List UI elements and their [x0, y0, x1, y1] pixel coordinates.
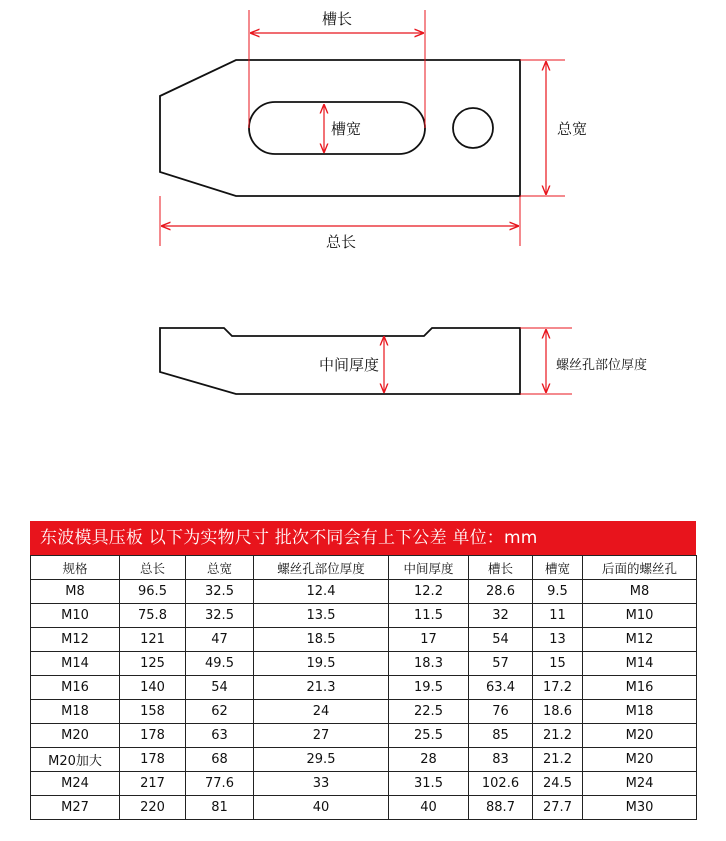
cell-total-width: 49.5 [186, 652, 254, 676]
table-row [31, 604, 697, 628]
cell-screw-hole-thickness: 24 [254, 700, 389, 724]
cell-spec: M18 [31, 700, 120, 724]
cell-slot-length: 85 [469, 724, 533, 748]
cell-screw-hole-thickness: 33 [254, 772, 389, 796]
cell-slot-length: 102.6 [469, 772, 533, 796]
cell-screw-hole-thickness: 18.5 [254, 628, 389, 652]
screw-hole-thickness-label: 螺丝孔部位厚度 [556, 358, 648, 373]
header-rear-screw-hole: 后面的螺丝孔 [583, 556, 697, 580]
cell-spec: M12 [31, 628, 120, 652]
cell-slot-width: 21.2 [533, 748, 583, 772]
cell-rear-screw-hole: M14 [583, 652, 697, 676]
total-length-dimension [160, 196, 520, 251]
cell-slot-length: 32 [469, 604, 533, 628]
cell-slot-width: 17.2 [533, 676, 583, 700]
cell-slot-length: 88.7 [469, 796, 533, 820]
cell-rear-screw-hole: M18 [583, 700, 697, 724]
cell-total-width: 54 [186, 676, 254, 700]
cell-middle-thickness: 25.5 [389, 724, 469, 748]
table-row [31, 724, 697, 748]
cell-rear-screw-hole: M24 [583, 772, 697, 796]
cell-middle-thickness: 22.5 [389, 700, 469, 724]
cell-total-width: 32.5 [186, 604, 254, 628]
cell-rear-screw-hole: M12 [583, 628, 697, 652]
cell-slot-length: 54 [469, 628, 533, 652]
table-row [31, 628, 697, 652]
cell-total-length: 220 [120, 796, 186, 820]
slot-width-label: 槽宽 [331, 120, 362, 138]
cell-total-length: 178 [120, 724, 186, 748]
cell-total-length: 121 [120, 628, 186, 652]
slot-width-dimension [324, 105, 361, 152]
cell-middle-thickness: 17 [389, 628, 469, 652]
top-view [160, 10, 587, 251]
cell-total-length: 158 [120, 700, 186, 724]
table-row [31, 580, 697, 604]
table-row [31, 772, 697, 796]
cell-spec: M24 [31, 772, 120, 796]
cell-screw-hole-thickness: 19.5 [254, 652, 389, 676]
cell-spec: M8 [31, 580, 120, 604]
cell-slot-length: 28.6 [469, 580, 533, 604]
screw-hole [453, 108, 493, 148]
cell-total-width: 63 [186, 724, 254, 748]
cell-middle-thickness: 40 [389, 796, 469, 820]
header-spec: 规格 [31, 556, 120, 580]
cell-slot-length: 76 [469, 700, 533, 724]
cell-spec: M20加大 [31, 748, 120, 772]
middle-thickness-label: 中间厚度 [318, 356, 379, 374]
header-slot-length: 槽长 [469, 556, 533, 580]
cell-spec: M20 [31, 724, 120, 748]
cell-screw-hole-thickness: 40 [254, 796, 389, 820]
cell-middle-thickness: 28 [389, 748, 469, 772]
middle-thickness-dimension [319, 337, 384, 392]
cell-total-width: 77.6 [186, 772, 254, 796]
cell-screw-hole-thickness: 29.5 [254, 748, 389, 772]
cell-middle-thickness: 31.5 [389, 772, 469, 796]
spec-table-section [30, 521, 696, 820]
cell-slot-length: 57 [469, 652, 533, 676]
cell-rear-screw-hole: M20 [583, 748, 697, 772]
cell-total-width: 81 [186, 796, 254, 820]
cell-slot-width: 15 [533, 652, 583, 676]
header-total-length: 总长 [120, 556, 186, 580]
cell-screw-hole-thickness: 21.3 [254, 676, 389, 700]
cell-middle-thickness: 11.5 [389, 604, 469, 628]
screw-hole-thickness-dimension [520, 328, 647, 394]
cell-total-length: 75.8 [120, 604, 186, 628]
cell-spec: M16 [31, 676, 120, 700]
cell-slot-length: 83 [469, 748, 533, 772]
table-header-row [31, 556, 697, 580]
cell-middle-thickness: 12.2 [389, 580, 469, 604]
cell-screw-hole-thickness: 12.4 [254, 580, 389, 604]
cell-rear-screw-hole: M30 [583, 796, 697, 820]
cell-rear-screw-hole: M10 [583, 604, 697, 628]
cell-total-width: 32.5 [186, 580, 254, 604]
header-slot-width: 槽宽 [533, 556, 583, 580]
total-length-label: 总长 [325, 233, 357, 251]
slot-length-label: 槽长 [321, 10, 353, 28]
cell-screw-hole-thickness: 27 [254, 724, 389, 748]
cell-spec: M14 [31, 652, 120, 676]
table-row [31, 748, 697, 772]
cell-slot-width: 13 [533, 628, 583, 652]
table-row [31, 676, 697, 700]
header-total-width: 总宽 [186, 556, 254, 580]
cell-rear-screw-hole: M20 [583, 724, 697, 748]
spec-table [30, 555, 697, 820]
slot-length-dimension [249, 10, 425, 128]
cell-slot-width: 11 [533, 604, 583, 628]
total-width-label: 总宽 [557, 120, 588, 138]
cell-total-width: 62 [186, 700, 254, 724]
cell-slot-width: 21.2 [533, 724, 583, 748]
table-banner: 东波模具压板 以下为实物尺寸 批次不同会有上下公差 单位：mm [30, 521, 696, 555]
table-row [31, 700, 697, 724]
cell-screw-hole-thickness: 13.5 [254, 604, 389, 628]
cell-total-length: 140 [120, 676, 186, 700]
cell-spec: M27 [31, 796, 120, 820]
cell-rear-screw-hole: M8 [583, 580, 697, 604]
cell-total-length: 96.5 [120, 580, 186, 604]
cell-slot-width: 18.6 [533, 700, 583, 724]
total-width-dimension [520, 60, 587, 196]
side-view [160, 328, 647, 394]
cell-slot-width: 27.7 [533, 796, 583, 820]
cell-middle-thickness: 18.3 [389, 652, 469, 676]
table-row [31, 796, 697, 820]
cell-total-length: 217 [120, 772, 186, 796]
cell-total-width: 68 [186, 748, 254, 772]
cell-spec: M10 [31, 604, 120, 628]
header-screw-hole-thickness: 螺丝孔部位厚度 [254, 556, 389, 580]
cell-total-width: 47 [186, 628, 254, 652]
cell-middle-thickness: 19.5 [389, 676, 469, 700]
cell-slot-width: 24.5 [533, 772, 583, 796]
table-row [31, 652, 697, 676]
cell-slot-length: 63.4 [469, 676, 533, 700]
cell-slot-width: 9.5 [533, 580, 583, 604]
header-middle-thickness: 中间厚度 [389, 556, 469, 580]
cell-total-length: 125 [120, 652, 186, 676]
table-body [31, 580, 697, 820]
cell-total-length: 178 [120, 748, 186, 772]
cell-rear-screw-hole: M16 [583, 676, 697, 700]
